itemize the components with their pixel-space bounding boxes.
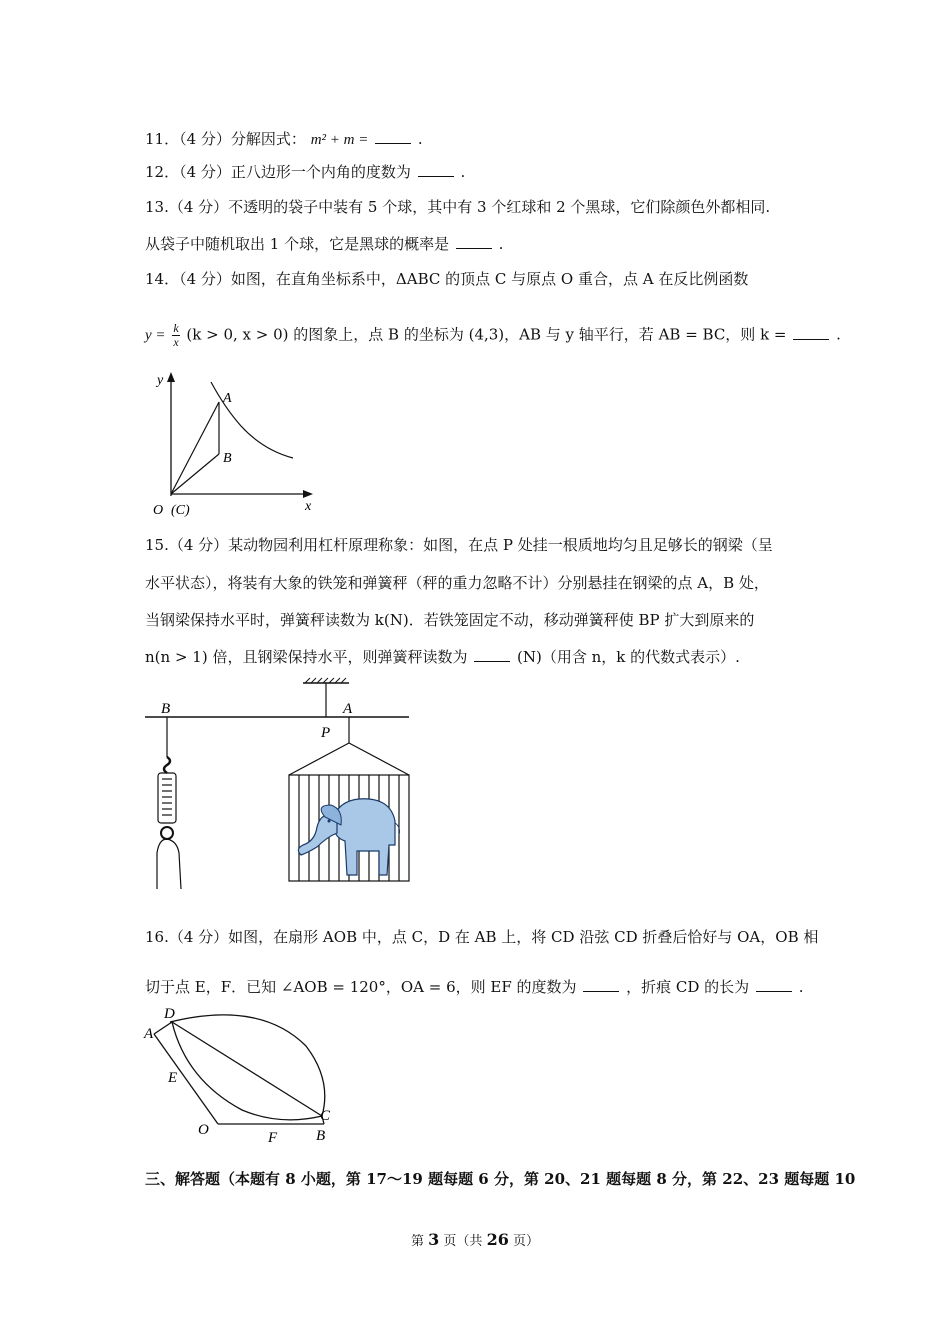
q14-frac-den: x (173, 335, 179, 349)
q16-line2-a: 切于点 E，F．已知 ∠AOB = 120°，OA = 6，则 EF 的度数为 (145, 978, 577, 996)
q15-figure (145, 675, 415, 893)
question-11 (145, 128, 423, 149)
q14-suffix: . (836, 325, 841, 344)
q15-label-P: P (321, 725, 331, 741)
q14-label-x: x (305, 499, 312, 514)
q14-label-C: (C) (171, 503, 190, 518)
q16-label-D: D (164, 1006, 175, 1022)
q11-expression: m² + m = (310, 132, 369, 148)
q15-answer-blank[interactable] (474, 649, 510, 662)
footer-post: 页） (512, 1234, 539, 1249)
q16-figure (140, 1000, 350, 1150)
question-14-line1: 14．（4 分）如图，在直角坐标系中，ΔABC 的顶点 C 与原点 O 重合，点 A 在反比例函数 (145, 270, 749, 288)
q16-answer-blank-1[interactable] (583, 979, 619, 992)
q16-suffix: . (798, 978, 804, 996)
q12-suffix: . (460, 163, 466, 181)
section-heading: 三、解答题（本题有 8 小题，第 17～19 题每题 6 分，第 20、21 题每题 8 分，第 22、23 题每题 10 (145, 1170, 856, 1188)
q16-label-F: F (268, 1130, 278, 1146)
q15-label-B: B (161, 701, 171, 717)
q12-text: 12．（4 分）正八边形一个内角的度数为 (145, 163, 411, 181)
q16-label-O: O (198, 1122, 209, 1138)
q11-answer-blank[interactable] (375, 131, 411, 144)
q14-label-O: O (153, 503, 164, 518)
q15-line4-a: n(n > 1) 倍，且钢梁保持水平，则弹簧秤读数为 (145, 648, 468, 666)
question-14-line2 (145, 322, 841, 349)
q14-segment-OA (171, 402, 219, 494)
footer-page-number: 3 (428, 1230, 440, 1249)
q16-answer-blank-2[interactable] (756, 979, 792, 992)
q14-label-B: B (223, 451, 232, 466)
question-16-line1: 16.（4 分）如图，在扇形 AOB 中，点 C，D 在 AB 上，将 CD 沿弦 CD 折叠后恰好与 OA，OB 相 (145, 928, 819, 946)
footer-total-pages: 26 (486, 1230, 509, 1249)
question-15-line3: 当钢梁保持水平时，弹簧秤读数为 k(N)．若铁笼固定不动，移动弹簧秤使 BP 扩大到原来的 (145, 611, 755, 629)
q14-label-y: y (157, 373, 164, 388)
q13-suffix: . (498, 235, 504, 253)
q14-line2-rest: (k > 0, x > 0) 的图象上，点 B 的坐标为 (4,3)，AB 与 y 轴平行，若 AB = BC，则 k = (186, 325, 787, 344)
page-footer (0, 1230, 950, 1249)
q15-elephant (298, 799, 399, 875)
q15-label-A: A (343, 701, 353, 717)
q13-text: 从袋子中随机取出 1 个球，它是黑球的概率是 (145, 235, 450, 253)
q14-y-eq: y = (145, 327, 166, 344)
q16-chord-CD (172, 1022, 322, 1116)
q14-segment-OB (171, 454, 219, 494)
question-13-line2 (145, 233, 503, 254)
q16-segment-OA (154, 1034, 218, 1124)
question-16-line2 (145, 976, 803, 997)
question-12 (145, 161, 465, 182)
q14-figure (145, 368, 325, 518)
question-15-line4 (145, 646, 740, 667)
q14-label-A: A (223, 391, 232, 406)
footer-pre: 第 (410, 1234, 424, 1249)
q11-suffix: . (417, 130, 423, 148)
q15-hand (157, 839, 181, 889)
q16-line2-b: ，折痕 CD 的长为 (626, 978, 750, 996)
q14-y-axis-arrow (167, 372, 175, 382)
question-15-line2: 水平状态），将装有大象的铁笼和弹簧秤（秤的重力忽略不计）分别悬挂在钢梁的点 A，B 处， (145, 574, 769, 592)
q14-fraction (172, 322, 179, 349)
q14-x-axis-arrow (303, 490, 313, 498)
q16-label-E: E (168, 1070, 178, 1086)
q16-label-B: B (316, 1128, 326, 1144)
q12-answer-blank[interactable] (418, 164, 454, 177)
q14-answer-blank[interactable] (793, 327, 829, 340)
q11-prefix: 11．（4 分）分解因式： (145, 130, 306, 148)
q16-label-A: A (144, 1026, 154, 1042)
q14-frac-num: k (173, 321, 179, 335)
q16-sector-arc (170, 1015, 325, 1116)
footer-mid: 页（共 (443, 1234, 483, 1249)
q13-answer-blank[interactable] (456, 236, 492, 249)
q15-line4-b: (N)（用含 n，k 的代数式表示）. (517, 648, 740, 666)
question-13-line1: 13.（4 分）不透明的袋子中装有 5 个球，其中有 3 个红球和 2 个黑球，它们除颜色外都相同. (145, 198, 771, 216)
q16-segment-AD (154, 1022, 172, 1034)
question-15-line1: 15.（4 分）某动物园利用杠杆原理称象：如图，在点 P 处挂一根质地均匀且足够长的钢梁（呈 (145, 536, 773, 554)
q16-label-C: C (320, 1108, 331, 1124)
q15-spring-scale (158, 717, 176, 839)
